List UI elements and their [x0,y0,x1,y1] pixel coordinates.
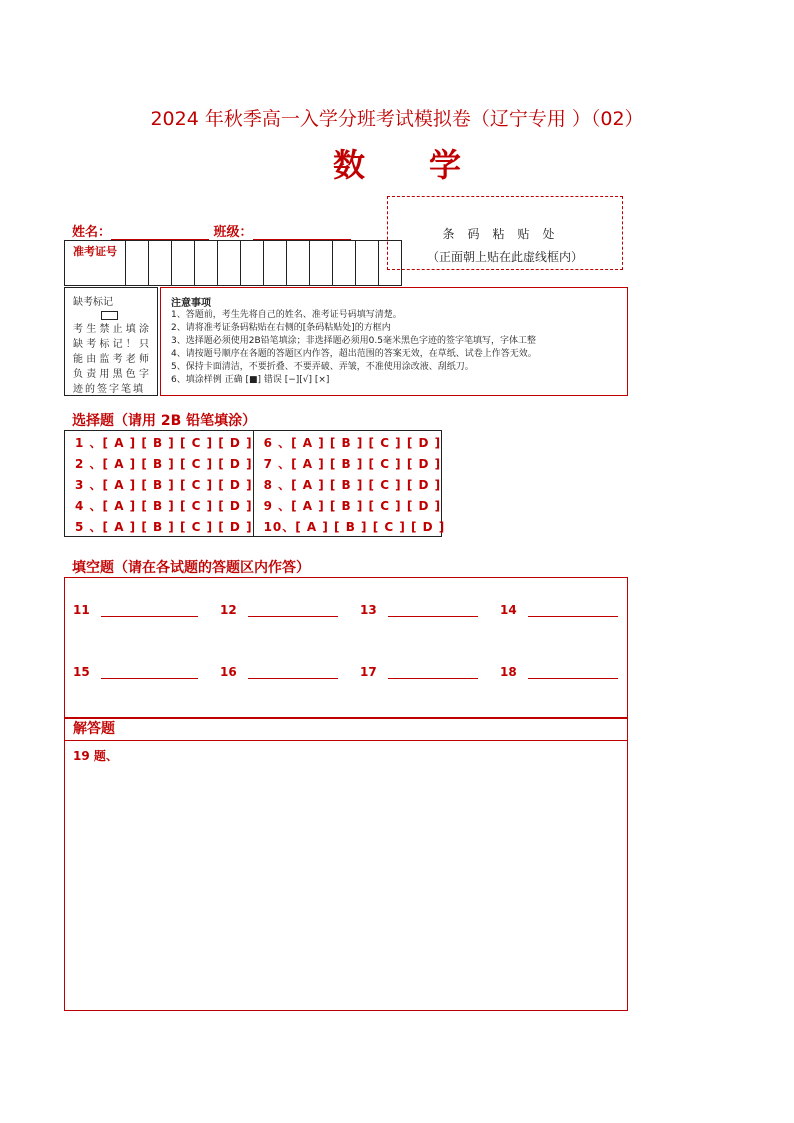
fill-item-number: 15 [73,665,90,679]
fill-answer-line[interactable] [528,678,618,679]
fill-item-number: 13 [360,603,377,617]
fill-answer-line[interactable] [101,678,198,679]
fill-item-number: 17 [360,665,377,679]
fill-item-number: 14 [500,603,517,617]
choice-row[interactable]: 10、[ A ] [ B ] [ C ] [ D ] [263,520,446,534]
note-item: 1、答题前，考生先将自己的姓名、准考证号码填写清楚。 [171,310,402,320]
choice-row[interactable]: 4 、[ A ] [ B ] [ C ] [ D ] [75,499,253,513]
choice-column-right [254,431,446,536]
exam-number-cell[interactable] [287,241,310,285]
fill-heading: 填空题（请在各试题的答题区内作答） [72,560,310,576]
choice-row[interactable]: 2 、[ A ] [ B ] [ C ] [ D ] [75,457,253,471]
absent-title: 缺考标记 [73,297,113,308]
exam-number-cell[interactable] [172,241,195,285]
student-info-bar [72,221,351,240]
choice-row[interactable]: 8 、[ A ] [ B ] [ C ] [ D ] [263,478,442,492]
absent-text: 考生禁止填涂缺考标记！只能由监考老师负责用黑色字迹的签字笔填 [73,324,151,395]
choice-row[interactable]: 1 、[ A ] [ B ] [ C ] [ D ] [75,436,253,450]
fill-item-number: 16 [220,665,237,679]
solve-heading: 解答题 [65,718,627,741]
notes-box [160,287,628,396]
note-item: 4、请按题号顺序在各题的答题区内作答，超出范围的答案无效，在草纸、试卷上作答无效。 [171,349,537,359]
class-field[interactable] [253,225,351,240]
exam-number-cell[interactable] [310,241,333,285]
absent-checkbox[interactable] [101,311,118,320]
notes-title: 注意事项 [171,298,211,309]
exam-number-cell[interactable] [333,241,356,285]
exam-number-cell[interactable] [126,241,149,285]
choice-heading: 选择题（请用 2B 铅笔填涂） [72,413,257,429]
exam-number-cell[interactable] [264,241,287,285]
fill-item-number: 18 [500,665,517,679]
exam-number-label: 准考证号 [65,241,126,285]
class-label: 班级： [213,225,253,240]
exam-number-cell[interactable] [241,241,264,285]
choice-column-left [65,431,254,536]
exam-number-cell[interactable] [356,241,379,285]
name-field[interactable] [111,225,209,240]
barcode-hint: （正面朝上贴在此虚线框内） [426,250,583,264]
barcode-area [387,196,623,270]
exam-number-grid [64,240,402,286]
exam-number-cell[interactable] [218,241,241,285]
solve-answer-area [64,717,628,1011]
fill-answer-line[interactable] [388,616,478,617]
exam-title: 2024 年秋季高一入学分班考试模拟卷（辽宁专用 ）（02） [150,108,644,130]
fill-answer-area [64,577,628,719]
choice-row[interactable]: 3 、[ A ] [ B ] [ C ] [ D ] [75,478,253,492]
choice-row[interactable]: 9 、[ A ] [ B ] [ C ] [ D ] [263,499,442,513]
absent-mark-box [64,287,158,396]
fill-answer-line[interactable] [248,616,338,617]
name-label: 姓名： [72,225,112,240]
fill-answer-line[interactable] [101,616,198,617]
fill-item-number: 11 [73,603,90,617]
solve-question-label[interactable]: 19 题、 [73,749,118,763]
note-item: 2、请将准考证条码粘贴在右侧的[条码粘贴处]的方框内 [171,323,391,333]
fill-item-number: 12 [220,603,237,617]
barcode-title: 条码粘贴处 [442,227,568,241]
exam-number-cell[interactable] [195,241,218,285]
fill-answer-line[interactable] [528,616,618,617]
choice-row[interactable]: 5 、[ A ] [ B ] [ C ] [ D ] [75,520,253,534]
note-item: 5、保持卡面清洁，不要折叠、不要弄破、弄皱，不准使用涂改液、刮纸刀。 [171,362,474,372]
note-item: 3、选择题必须使用2B铅笔填涂；非选择题必须用0.5毫米黑色字迹的签字笔填写，字体工整 [171,336,536,346]
fill-answer-line[interactable] [388,678,478,679]
choice-row[interactable]: 6 、[ A ] [ B ] [ C ] [ D ] [263,436,442,450]
subject-title: 数学 [332,146,525,184]
fill-answer-line[interactable] [248,678,338,679]
choice-row[interactable]: 7 、[ A ] [ B ] [ C ] [ D ] [263,457,442,471]
choice-answer-grid [64,430,446,537]
exam-number-cell[interactable] [379,241,401,285]
exam-number-cell[interactable] [149,241,172,285]
note-item: 6、填涂样例 正确 [■] 错误 [−][√] [×] [171,375,330,385]
